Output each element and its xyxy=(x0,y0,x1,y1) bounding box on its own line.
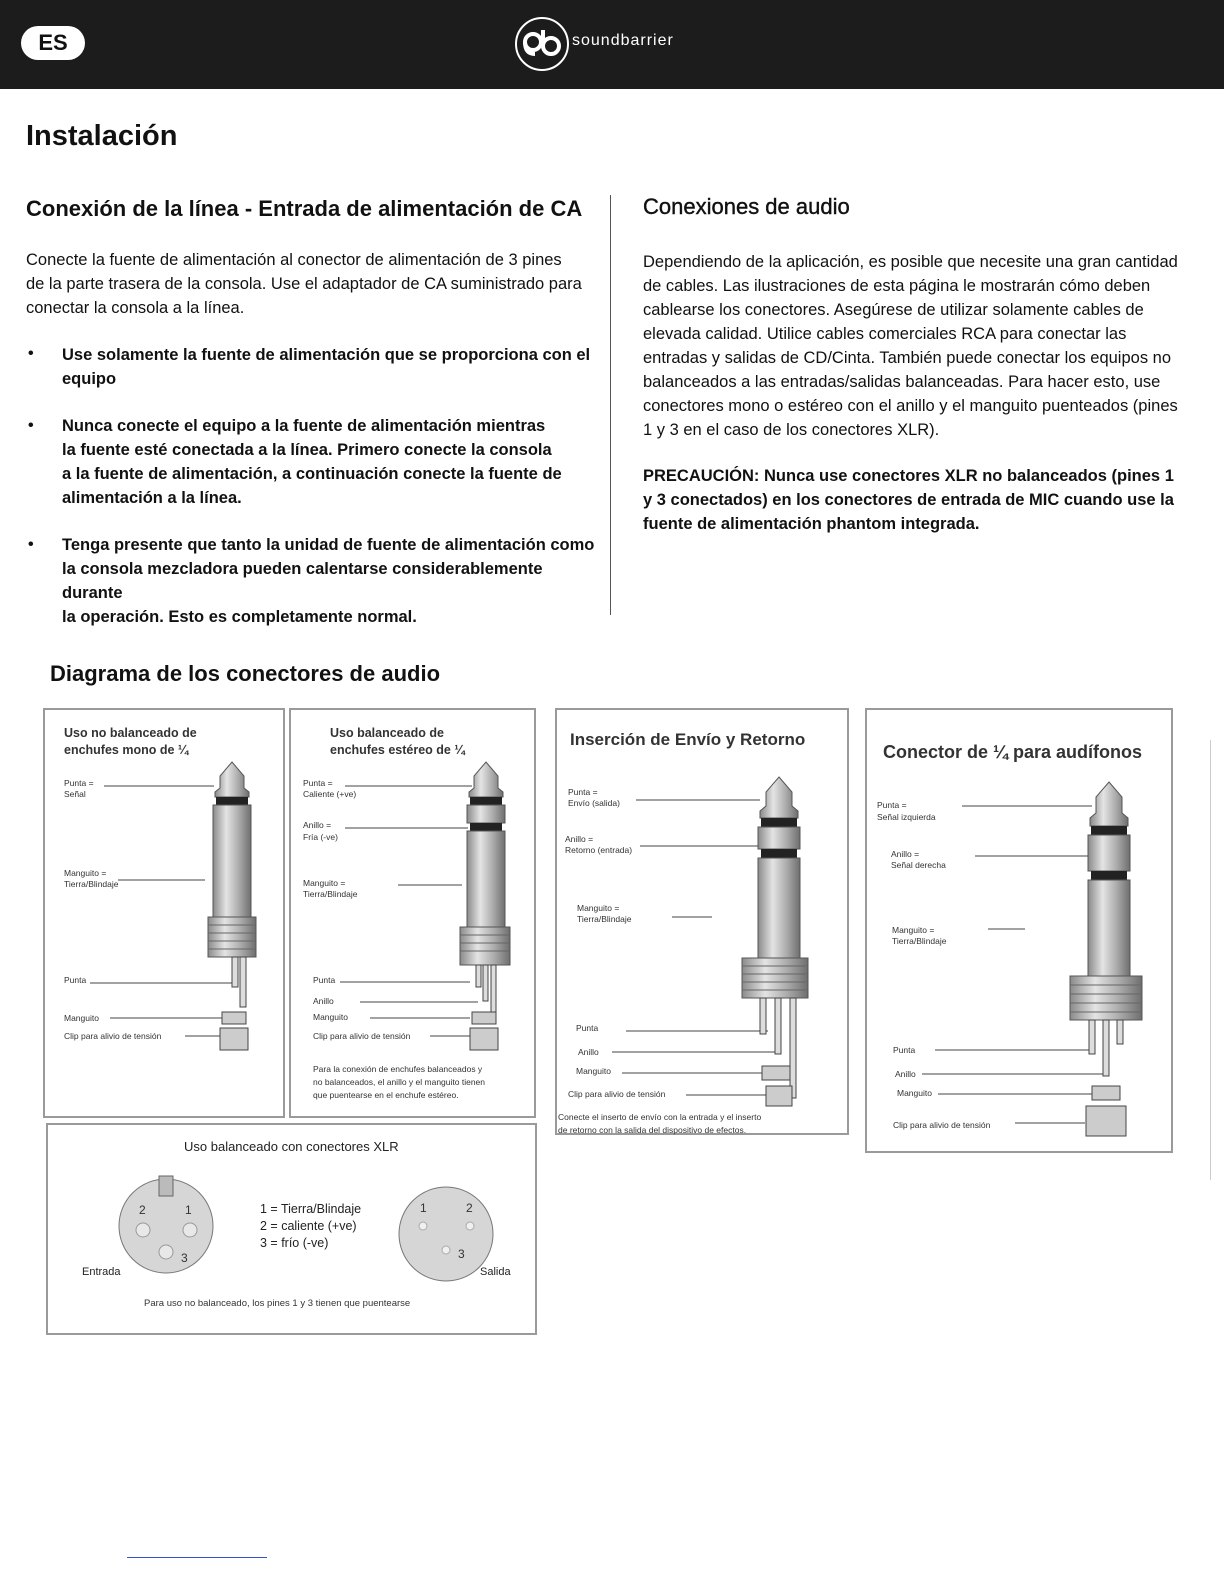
headphone-label: Tierra/Blindaje xyxy=(892,936,947,946)
insert-note-line: de retorno con la salida del dispositivo de efectos. xyxy=(558,1125,747,1135)
text-line: 1 y 3 en el caso de los conectores XLR). xyxy=(643,421,940,439)
text-line: cablearse los conectores. Asegúrese de utilizar solamente cables de xyxy=(643,301,1144,319)
text-line: la fuente esté conectada a la línea. Primero conecte la consola xyxy=(62,441,552,459)
insert-label: Punta = xyxy=(568,787,598,797)
stereo-label: Manguito = xyxy=(303,878,346,888)
text-line: de cables. Las ilustraciones de esta página le mostrarán cómo deben xyxy=(643,277,1151,295)
power-heading: Conexión de la línea - Entrada de alimentación de CA xyxy=(26,196,583,221)
xlr-pin-number: 1 xyxy=(420,1201,427,1215)
xlr-title: Uso balanceado con conectores XLR xyxy=(184,1139,399,1154)
stereo-note-line: Para la conexión de enchufes balanceados y xyxy=(313,1064,483,1074)
insert-label: Retorno (entrada) xyxy=(565,845,633,855)
text-line: Use solamente la fuente de alimentación que se proporciona con el xyxy=(62,346,591,364)
text-line: a la fuente de alimentación, a continuación conecte la fuente de xyxy=(62,465,562,483)
headphone-title: Conector de ¼ para audífonos xyxy=(883,742,1143,762)
insert-label: Clip para alivio de tensión xyxy=(568,1089,666,1099)
insert-label: Tierra/Blindaje xyxy=(577,914,632,924)
stereo-label: Tierra/Blindaje xyxy=(303,889,358,899)
insert-label: Anillo xyxy=(578,1047,599,1057)
insert-label: Anillo = xyxy=(565,834,594,844)
headphone-label: Punta xyxy=(893,1045,916,1055)
text-line: conectar la consola a la línea. xyxy=(26,299,245,317)
stereo-label: Clip para alivio de tensión xyxy=(313,1031,411,1041)
text-line: equipo xyxy=(62,370,117,388)
stereo-note-line: que puentearse en el enchufe estéreo. xyxy=(313,1090,459,1100)
text-line: Nunca conecte el equipo a la fuente de alimentación mientras xyxy=(62,417,546,435)
bullet-dot: • xyxy=(28,536,34,553)
headphone-label: Anillo = xyxy=(891,849,920,859)
headphone-label: Punta = xyxy=(877,800,907,810)
stereo-note-line: no balanceados, el anillo y el manguito tienen xyxy=(313,1077,486,1087)
audio-heading: Conexiones de audio xyxy=(643,194,850,219)
mono-label: Manguito xyxy=(64,1013,99,1023)
bullet-dot: • xyxy=(28,345,34,362)
xlr-pin-number: 3 xyxy=(458,1247,465,1261)
mono-label: Punta = xyxy=(64,778,94,788)
mono-label: Señal xyxy=(64,789,86,799)
text-line: Conecte la fuente de alimentación al conector de alimentación de 3 pines xyxy=(26,251,562,269)
stereo-label: Punta xyxy=(313,975,336,985)
text-line: elevada calidad. Utilice cables comerciales RCA para conectar las xyxy=(643,325,1127,343)
xlr-pin-number: 2 xyxy=(139,1203,146,1217)
stereo-label: Anillo = xyxy=(303,820,332,830)
xlr-panel xyxy=(47,1124,536,1334)
text-line: la operación. Esto es completamente normal. xyxy=(62,608,417,626)
mono-label: Tierra/Blindaje xyxy=(64,879,119,889)
stereo-label: Punta = xyxy=(303,778,333,788)
footer-link-underline xyxy=(127,1557,267,1558)
headphone-panel xyxy=(866,709,1172,1152)
xlr-note: Para uso no balanceado, los pines 1 y 3 tienen que puentearse xyxy=(144,1298,411,1309)
text-line: Tenga presente que tanto la unidad de fuente de alimentación como xyxy=(62,536,595,554)
page-title: Instalación xyxy=(26,120,178,152)
text-line: entradas y salidas de CD/Cinta. También puede conectar los equipos no xyxy=(643,349,1172,367)
stereo-plug-panel xyxy=(290,709,535,1117)
headphone-label: Clip para alivio de tensión xyxy=(893,1120,991,1130)
text-line: fuente de alimentación phantom integrada. xyxy=(643,515,980,533)
text-line: balanceados a las entradas/salidas balanceadas. Para hacer esto, use xyxy=(643,373,1161,391)
text-line: PRECAUCIÓN: Nunca use conectores XLR no balanceados (pines 1 xyxy=(643,467,1174,485)
xlr-out-label: Salida xyxy=(480,1266,511,1278)
xlr-pin-number: 3 xyxy=(181,1251,188,1265)
insert-panel xyxy=(556,709,848,1135)
headphone-label: Anillo xyxy=(895,1069,916,1079)
insert-note-line: Conecte el inserto de envío con la entrada y el inserto xyxy=(558,1112,762,1122)
stereo-title-line: enchufes estéreo de ¼ xyxy=(330,743,465,757)
xlr-pin-number: 2 xyxy=(466,1201,473,1215)
text-line: conectores mono o estéreo con el anillo y el manguito puenteados (pines xyxy=(643,397,1178,415)
mono-plug-panel xyxy=(44,709,284,1117)
diagram-heading: Diagrama de los conectores de audio xyxy=(50,661,441,686)
page-edge-line xyxy=(1210,740,1211,1180)
xlr-legend-line: 1 = Tierra/Blindaje xyxy=(260,1202,362,1216)
stereo-title-line: Uso balanceado de xyxy=(330,726,444,740)
headphone-label: Señal izquierda xyxy=(877,812,936,822)
headphone-label: Manguito = xyxy=(892,925,935,935)
bullet-dot: • xyxy=(28,417,34,434)
stereo-label: Manguito xyxy=(313,1012,348,1022)
text-line: de la parte trasera de la consola. Use el adaptador de CA suministrado para xyxy=(26,275,582,293)
stereo-label: Fría (-ve) xyxy=(303,832,338,842)
mono-title-line: Uso no balanceado de xyxy=(64,726,197,740)
xlr-in-label: Entrada xyxy=(82,1266,121,1278)
xlr-legend-line: 3 = frío (-ve) xyxy=(260,1236,329,1250)
headphone-label: Señal derecha xyxy=(891,860,946,870)
xlr-male-connector xyxy=(399,1187,493,1281)
insert-label: Envío (salida) xyxy=(568,798,620,808)
headphone-label: Manguito xyxy=(897,1088,932,1098)
mono-label: Clip para alivio de tensión xyxy=(64,1031,162,1041)
text-line: y 3 conectados) en los conectores de entrada de MIC cuando use la xyxy=(643,491,1174,509)
insert-label: Manguito xyxy=(576,1066,611,1076)
xlr-legend-line: 2 = caliente (+ve) xyxy=(260,1219,357,1233)
brand-name: soundbarrier xyxy=(572,32,674,49)
mono-label: Manguito = xyxy=(64,868,107,878)
language-badge: ES xyxy=(21,26,85,60)
stereo-label: Caliente (+ve) xyxy=(303,789,357,799)
text-line: alimentación a la línea. xyxy=(62,489,242,507)
text-line: Dependiendo de la aplicación, es posible que necesite una gran cantidad xyxy=(643,253,1178,271)
mono-label: Punta xyxy=(64,975,87,985)
insert-title: Inserción de Envío y Retorno xyxy=(570,730,806,749)
stereo-label: Anillo xyxy=(313,996,334,1006)
mono-title-line: enchufes mono de ¼ xyxy=(64,743,189,757)
insert-label: Manguito = xyxy=(577,903,620,913)
insert-label: Punta xyxy=(576,1023,599,1033)
text-line: la consola mezcladora pueden calentarse considerablemente durante xyxy=(62,560,543,602)
xlr-pin-number: 1 xyxy=(185,1203,192,1217)
